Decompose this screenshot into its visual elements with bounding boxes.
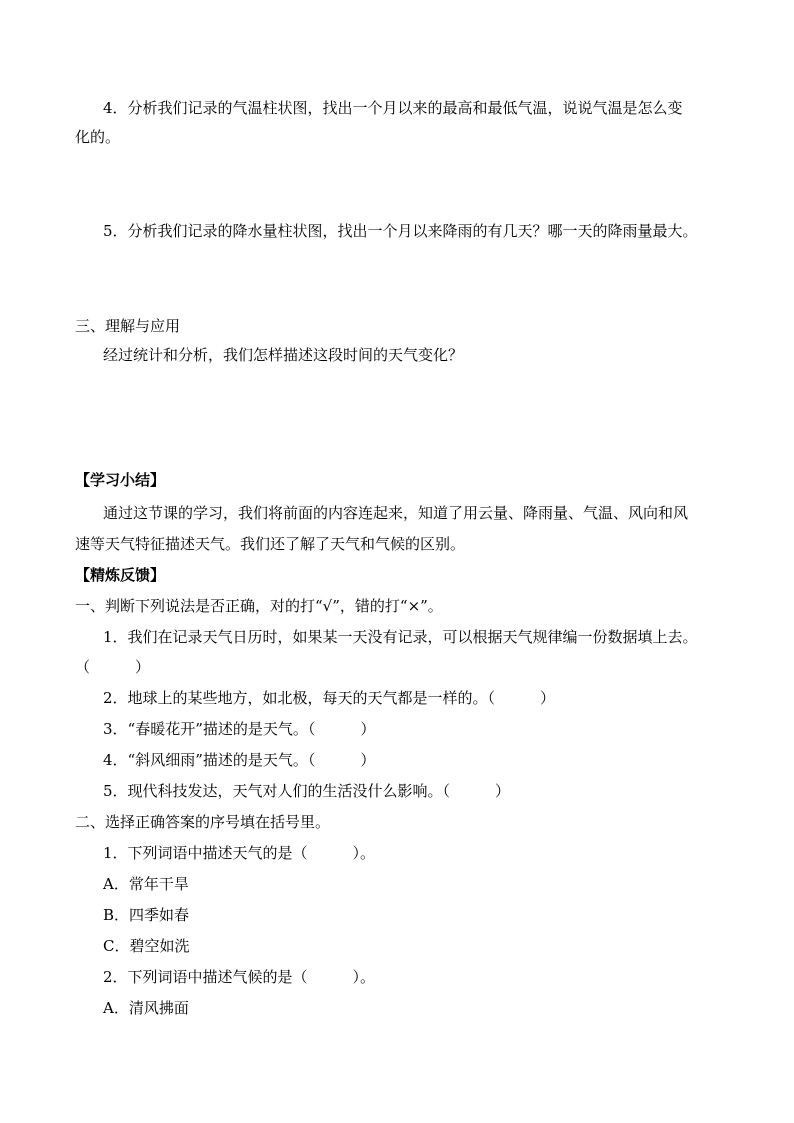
judge-q2: 2．地球上的某些地方，如北极，每天的天气都是一样的。（ ） [103, 689, 556, 707]
question-4-line-2: 化的。 [75, 128, 121, 146]
summary-heading: 【学习小结】 [75, 471, 166, 489]
section-3-question: 经过统计和分析，我们怎样描述这段时间的天气变化？ [103, 346, 464, 364]
judge-instruction: 一、判断下列说法是否正确，对的打“√”，错的打“×”。 [75, 597, 443, 615]
summary-line-2: 速等天气特征描述天气。我们还了解了天气和气候的区别。 [75, 535, 466, 553]
choice-q1-option-a: A．常年干旱 [103, 875, 189, 893]
judge-q1-line-1: 1．我们在记录天气日历时，如果某一天没有记录，可以根据天气规律编一份数据填上去。 [103, 628, 698, 646]
question-4-line-1: 4．分析我们记录的气温柱状图，找出一个月以来的最高和最低气温，说说气温是怎么变 [103, 99, 683, 117]
choice-q1-option-b: B．四季如春 [103, 906, 190, 924]
choice-q1: 1．下列词语中描述天气的是（ ）。 [103, 844, 376, 862]
judge-q3: 3．“春暖花开”描述的是天气。（ ） [103, 720, 376, 738]
choice-q2: 2．下列词语中描述气候的是（ ）。 [103, 968, 376, 986]
judge-q5: 5．现代科技发达，天气对人们的生活没什么影响。（ ） [103, 782, 511, 800]
section-3-heading: 三、理解与应用 [75, 317, 181, 335]
choice-q2-option-a: A．清风拂面 [103, 999, 189, 1017]
summary-line-1: 通过这节课的学习，我们将前面的内容连起来，知道了用云量、降雨量、气温、风向和风 [103, 504, 689, 522]
choice-instruction: 二、选择正确答案的序号填在括号里。 [75, 813, 331, 831]
question-5: 5．分析我们记录的降水量柱状图，找出一个月以来降雨的有几天？哪一天的降雨量最大。 [103, 222, 698, 240]
judge-q4: 4．“斜风细雨”描述的是天气。（ ） [103, 751, 376, 769]
feedback-heading: 【精炼反馈】 [75, 566, 166, 584]
judge-q1-line-2: （ ） [75, 658, 151, 676]
choice-q1-option-c: C．碧空如洗 [103, 937, 190, 955]
